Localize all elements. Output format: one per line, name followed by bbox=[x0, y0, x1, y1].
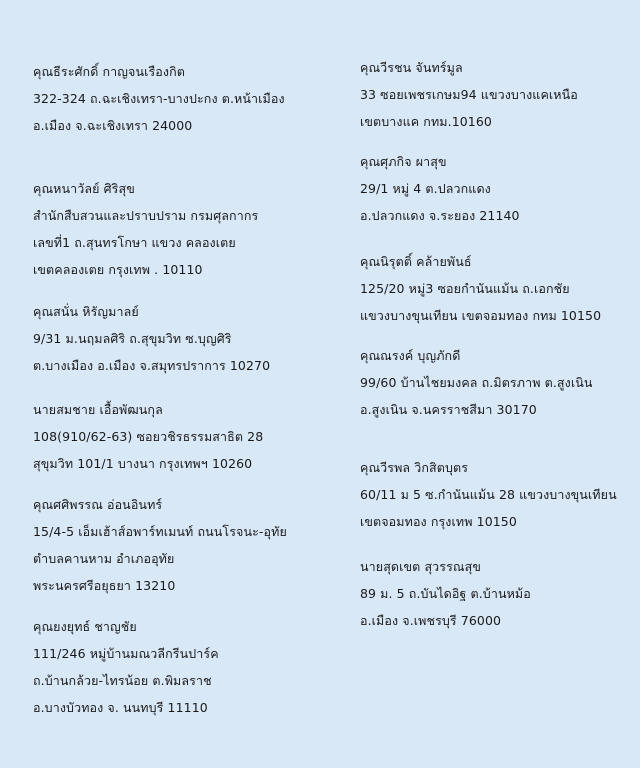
address-line: ถ.บ้านกล้วย-ไทรน้อย ต.พิมลราช bbox=[33, 673, 212, 688]
address-line: 29/1 หมู่ 4 ต.ปลวกแดง bbox=[360, 181, 491, 196]
address-entry bbox=[33, 396, 333, 477]
address-line: พระนครศรีอยุธยา 13210 bbox=[33, 578, 176, 593]
address-line: อ.บางบัวทอง จ. นนทบุรี 11110 bbox=[33, 700, 208, 715]
recipient-name: คุณหนาวัลย์ ศิริสุข bbox=[33, 181, 135, 196]
address-line: เลขที่1 ถ.สุนทรโกษา แขวง คลองเตย bbox=[33, 235, 236, 250]
address-line: 33 ซอยเพชรเกษม94 แขวงบางแคเหนือ bbox=[360, 87, 578, 102]
address-line: 108(910/62-63) ซอยวชิรธรรมสาธิต 28 bbox=[33, 429, 264, 444]
address-line: สุขุมวิท 101/1 บางนา กรุงเทพฯ 10260 bbox=[33, 456, 253, 471]
address-line: 9/31 ม.นฤมลศิริ ถ.สุขุมวิท ซ.บุญศิริ bbox=[33, 331, 232, 346]
address-entry bbox=[33, 491, 333, 599]
recipient-name: คุณศศิพรรณ อ่อนอินทร์ bbox=[33, 497, 163, 512]
address-line: อ.เมือง จ.เพชรบุรี 76000 bbox=[360, 613, 502, 628]
recipient-name: คุณสนั่น หิรัญมาลย์ bbox=[33, 304, 139, 319]
address-line: 89 ม. 5 ถ.บันไดอิฐ ต.บ้านหม้อ bbox=[360, 586, 531, 601]
address-line: 99/60 บ้านไชยมงคล ถ.มิตรภาพ ต.สูงเนิน bbox=[360, 375, 593, 390]
address-line: อ.สูงเนิน จ.นครราชสีมา 30170 bbox=[360, 402, 537, 417]
address-line: 111/246 หมู่บ้านมณวลีกรีนปาร์ค bbox=[33, 646, 219, 661]
address-line: เขตบางแค กทม.10160 bbox=[360, 114, 492, 129]
address-entry bbox=[33, 613, 333, 721]
address-line: ต.บางเมือง อ.เมือง จ.สมุทรปราการ 10270 bbox=[33, 358, 271, 373]
recipient-name: คุณนิรุตติ์ คล้ายพันธ์ bbox=[360, 254, 472, 269]
address-entry bbox=[360, 248, 640, 329]
recipient-name: คุณศุภกิจ ผาสุข bbox=[360, 154, 447, 169]
address-line: เขตจอมทอง กรุงเทพ 10150 bbox=[360, 514, 517, 529]
address-line: แขวงบางขุนเทียน เขตจอมทอง กทม 10150 bbox=[360, 308, 602, 323]
address-entry bbox=[360, 54, 640, 135]
address-line: 322-324 ถ.ฉะเชิงเทรา-บางปะกง ต.หน้าเมือง bbox=[33, 91, 285, 106]
address-line: ตำบลคานหาม อำเภออุทัย bbox=[33, 551, 175, 566]
address-line: อ.ปลวกแดง จ.ระยอง 21140 bbox=[360, 208, 520, 223]
recipient-name: คุณวีรชน จันทร์มูล bbox=[360, 60, 463, 75]
address-line: เขตคลองเตย กรุงเทพ . 10110 bbox=[33, 262, 203, 277]
address-line: 15/4-5 เอ็มเฮ้าส์อพาร์ทเมนท์ ถนนโรจนะ-อุทัย bbox=[33, 524, 287, 539]
recipient-name: คุณยงยุทธ์ ชาญชัย bbox=[33, 619, 137, 634]
recipient-name: นายสุดเขต สุวรรณสุข bbox=[360, 559, 481, 574]
recipient-name: คุณณรงค์ บุญภักดี bbox=[360, 348, 461, 363]
address-entry bbox=[33, 175, 333, 283]
address-entry bbox=[33, 58, 333, 139]
address-line: 125/20 หมู่3 ซอยกำนันแม้น ถ.เอกชัย bbox=[360, 281, 570, 296]
address-entry bbox=[360, 342, 640, 423]
recipient-name: นายสมชาย เอื้อพัฒนกุล bbox=[33, 402, 163, 417]
address-entry bbox=[360, 553, 640, 634]
address-line: อ.เมือง จ.ฉะเชิงเทรา 24000 bbox=[33, 118, 193, 133]
recipient-name: คุณวีรพล วิกสิตบุตร bbox=[360, 460, 469, 475]
address-line: 60/11 ม 5 ซ.กำนันแม้น 28 แขวงบางขุนเทียน bbox=[360, 487, 617, 502]
address-entry bbox=[33, 298, 333, 379]
address-entry bbox=[360, 454, 640, 535]
address-line: สำนักสืบสวนและปราบปราม กรมศุลกากร bbox=[33, 208, 259, 223]
recipient-name: คุณธีระศักดิ์ กาญจนเรืองกิต bbox=[33, 64, 185, 79]
address-entry bbox=[360, 148, 640, 229]
